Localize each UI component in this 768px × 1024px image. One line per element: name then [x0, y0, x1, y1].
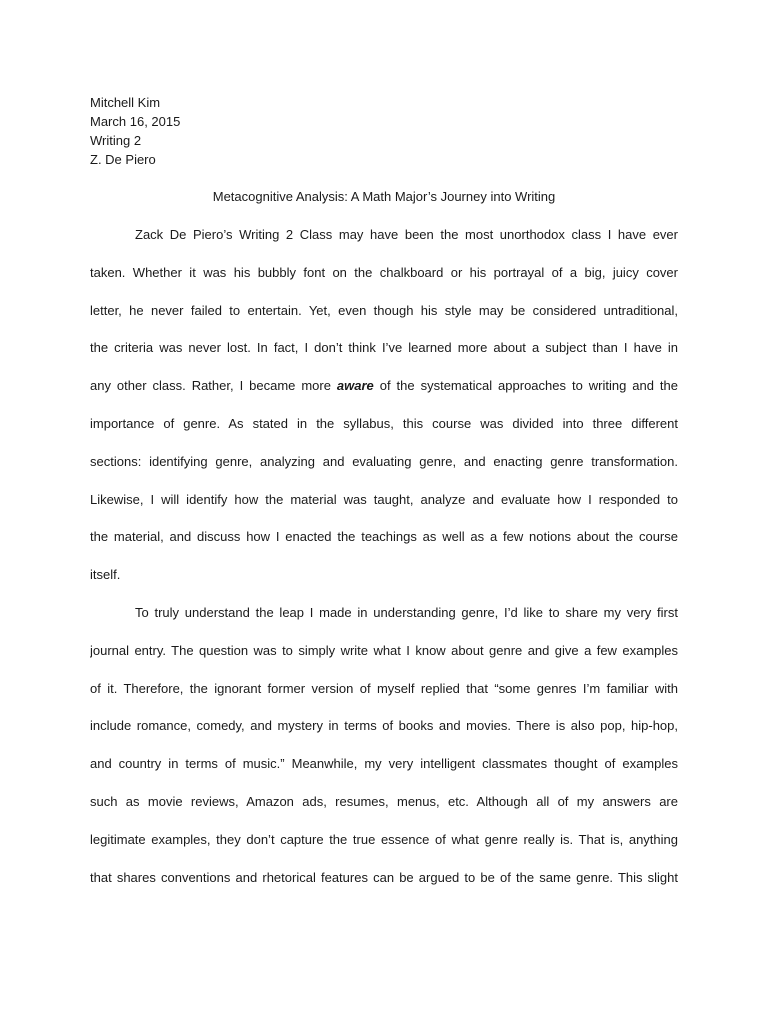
text-line: Zack De Piero’s Writing 2 Class may have been the most unorthodox class I have ever [135, 227, 678, 242]
text-line: such as movie reviews, Amazon ads, resumes, menus, etc. Although all of my answers are [90, 793, 678, 809]
text-line: of it. Therefore, the ignorant former version of myself replied that “some genres I’m familiar with [90, 680, 678, 696]
paragraph-2 [90, 603, 678, 905]
paragraph-1 [90, 225, 678, 603]
text-line: taken. Whether it was his bubbly font on the chalkboard or his portrayal of a big, juicy cover [90, 264, 678, 280]
emphasized-word: aware [336, 378, 374, 394]
document-date: March 16, 2015 [90, 114, 181, 129]
text-line: To truly understand the leap I made in understanding genre, I’d like to share my very first [135, 604, 678, 620]
document-body [90, 225, 678, 905]
text-line: and country in terms of music.” Meanwhile, my very intelligent classmates thought of examples [90, 756, 678, 772]
instructor-name: Z. De Piero [90, 152, 156, 167]
text-line: journal entry. The question was to simply write what I know about genre and give a few examples [90, 642, 678, 658]
text-line: include romance, comedy, and mystery in terms of books and movies. There is also pop, hip-hop, [90, 718, 678, 734]
document-header [90, 93, 180, 169]
text-line: legitimate examples, they don’t capture the true essence of what genre really is. That is, anything [90, 831, 678, 847]
text-line: Likewise, I will identify how the material was taught, analyze and evaluate how I responded to [90, 491, 678, 507]
document-title: Metacognitive Analysis: A Math Major’s Journey into Writing [212, 189, 556, 204]
text-line: the material, and discuss how I enacted the teachings as well as a few notions about the course [90, 529, 678, 545]
course-name: Writing 2 [90, 133, 142, 148]
text-line: that shares conventions and rhetorical features can be argued to be of the same genre. This slight [90, 869, 678, 885]
text-line: sections: identifying genre, analyzing and evaluating genre, and enacting genre transformation. [90, 453, 678, 469]
text-line: letter, he never failed to entertain. Yet, even though his style may be considered untraditional, [90, 302, 678, 318]
text-line: the criteria was never lost. In fact, I don’t think I’ve learned more about a subject than I have in [90, 340, 678, 356]
text-line: itself. [90, 567, 121, 583]
text-line: importance of genre. As stated in the syllabus, this course was divided into three different [90, 415, 678, 431]
text-line: any other class. Rather, I became more aware of the systematical approaches to writing and the [90, 378, 678, 394]
author-name: Mitchell Kim [90, 95, 161, 110]
